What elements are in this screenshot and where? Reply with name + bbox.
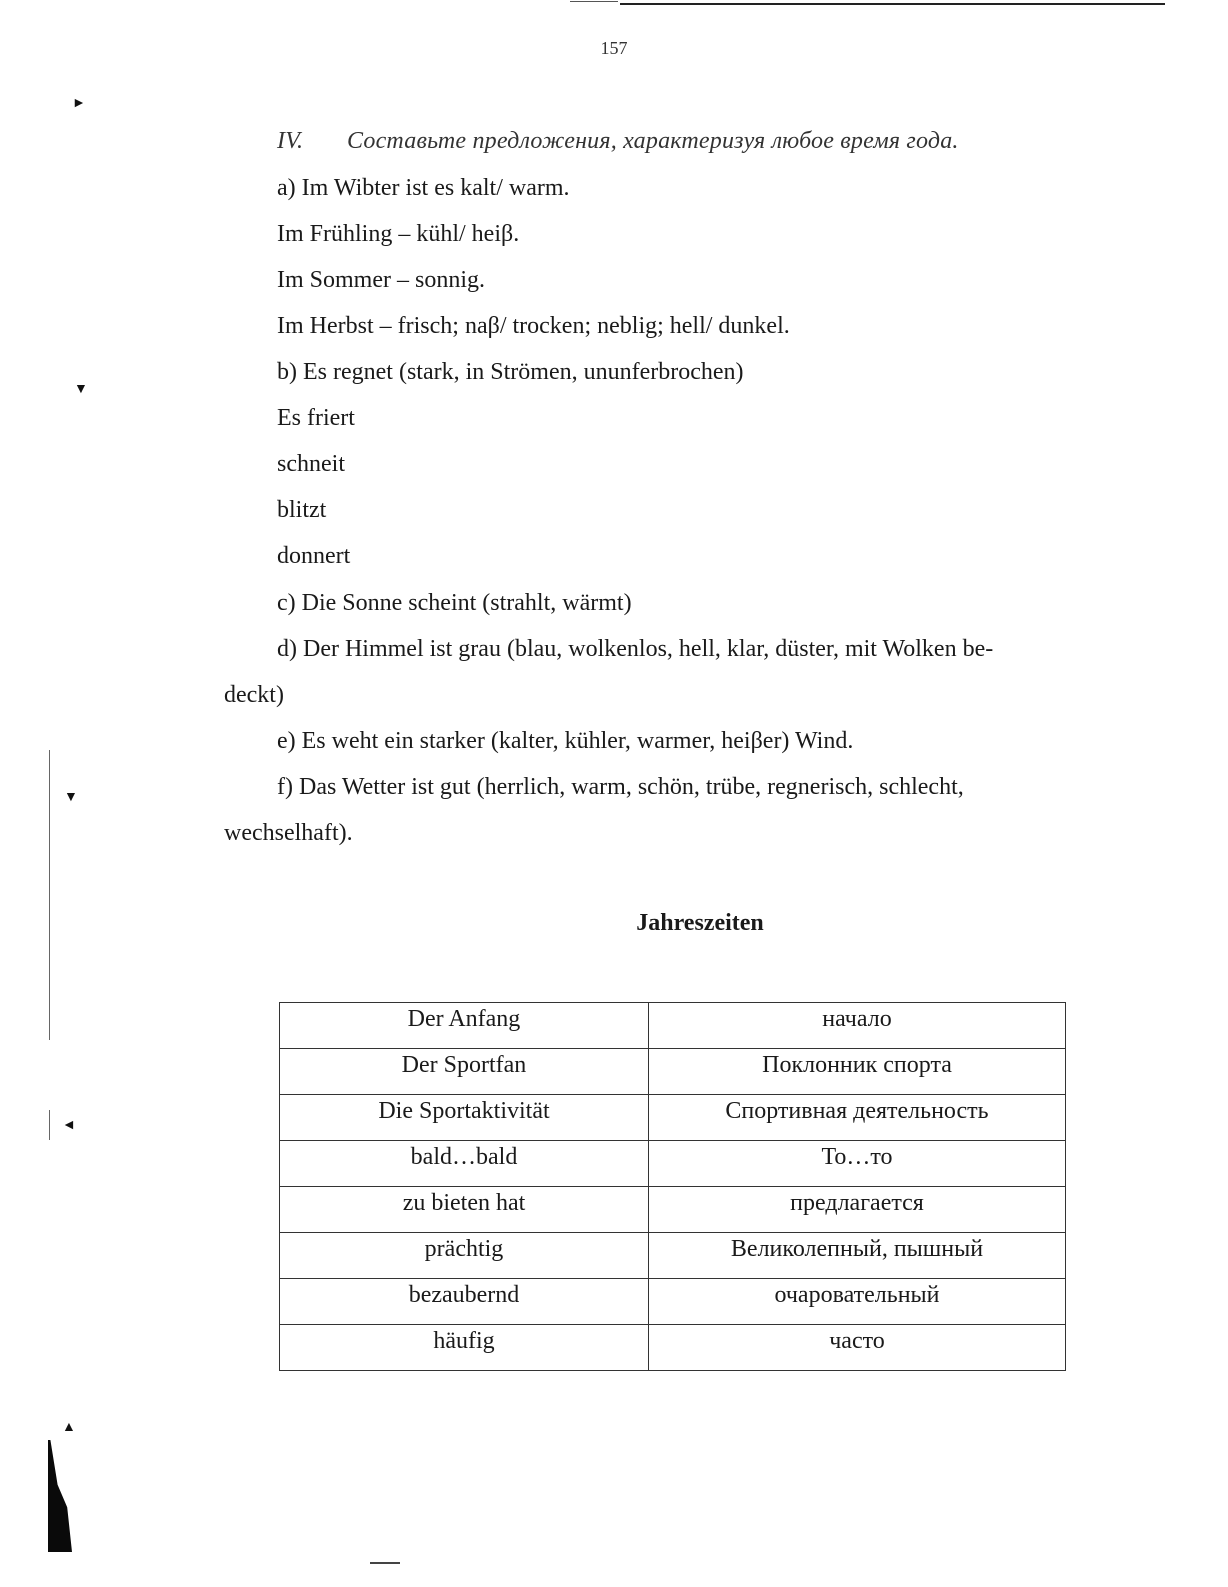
table-row bbox=[280, 1141, 1066, 1187]
scan-margin-shadow bbox=[48, 1440, 72, 1552]
scan-arrow-mark: ▲ bbox=[62, 1420, 76, 1435]
scan-arrow-mark: ► bbox=[72, 96, 86, 111]
german-term: bezaubernd bbox=[280, 1279, 649, 1325]
exercise-number: IV. bbox=[277, 128, 304, 154]
text-line: d) Der Himmel ist grau (blau, wolkenlos, hell, klar, düster, mit Wolken be- bbox=[277, 636, 994, 662]
text-line: Es friert bbox=[277, 405, 355, 431]
table-row bbox=[280, 1325, 1066, 1371]
scan-margin-line bbox=[49, 1110, 50, 1140]
russian-translation: начало bbox=[649, 1003, 1066, 1049]
german-term: bald…bald bbox=[280, 1141, 649, 1187]
text-line: Im Frühling – kühl/ heiβ. bbox=[277, 221, 520, 247]
text-line: b) Es regnet (stark, in Strömen, ununferbrochen) bbox=[277, 359, 744, 385]
table-row bbox=[280, 1187, 1066, 1233]
table-row bbox=[280, 1279, 1066, 1325]
russian-translation: Великолепный, пышный bbox=[649, 1233, 1066, 1279]
scan-margin-line bbox=[49, 750, 50, 1040]
table-row bbox=[280, 1049, 1066, 1095]
scan-arrow-mark: ◄ bbox=[62, 1118, 76, 1133]
table-title: Jahreszeiten bbox=[636, 910, 764, 936]
table-row bbox=[280, 1095, 1066, 1141]
bottom-rule bbox=[370, 1562, 400, 1564]
text-line: Im Herbst – frisch; naβ/ trocken; neblig; hell/ dunkel. bbox=[277, 313, 790, 339]
text-line: Im Sommer – sonnig. bbox=[277, 267, 485, 293]
text-line: schneit bbox=[277, 451, 345, 477]
text-line: donnert bbox=[277, 543, 351, 569]
german-term: zu bieten hat bbox=[280, 1187, 649, 1233]
german-term: Der Anfang bbox=[280, 1003, 649, 1049]
top-rule bbox=[620, 3, 1165, 5]
text-line: c) Die Sonne scheint (strahlt, wärmt) bbox=[277, 590, 632, 616]
table-row bbox=[280, 1003, 1066, 1049]
top-rule-dash bbox=[570, 1, 618, 2]
german-term: häufig bbox=[280, 1325, 649, 1371]
text-line: e) Es weht ein starker (kalter, kühler, warmer, heiβer) Wind. bbox=[277, 728, 854, 754]
text-line: a) Im Wibter ist es kalt/ warm. bbox=[277, 175, 570, 201]
page-number: 157 bbox=[600, 38, 628, 58]
table-row bbox=[280, 1233, 1066, 1279]
scan-arrow-mark: ▼ bbox=[74, 382, 88, 397]
russian-translation: То…то bbox=[649, 1141, 1066, 1187]
exercise-instruction: Составьте предложения, характеризуя любое время года. bbox=[347, 128, 959, 154]
exercise-heading bbox=[277, 128, 959, 155]
russian-translation: предлагается bbox=[649, 1187, 1066, 1233]
vocabulary-table bbox=[279, 1002, 1066, 1371]
russian-translation: очаровательный bbox=[649, 1279, 1066, 1325]
text-line: deckt) bbox=[224, 682, 284, 708]
text-line: wechselhaft). bbox=[224, 820, 353, 846]
scan-arrow-mark: ▼ bbox=[64, 790, 78, 805]
text-line: blitzt bbox=[277, 497, 327, 523]
german-term: Die Sportaktivität bbox=[280, 1095, 649, 1141]
russian-translation: Спортивная деятельность bbox=[649, 1095, 1066, 1141]
text-line: f) Das Wetter ist gut (herrlich, warm, schön, trübe, regnerisch, schlecht, bbox=[277, 774, 964, 800]
russian-translation: часто bbox=[649, 1325, 1066, 1371]
russian-translation: Поклонник спорта bbox=[649, 1049, 1066, 1095]
german-term: Der Sportfan bbox=[280, 1049, 649, 1095]
german-term: prächtig bbox=[280, 1233, 649, 1279]
